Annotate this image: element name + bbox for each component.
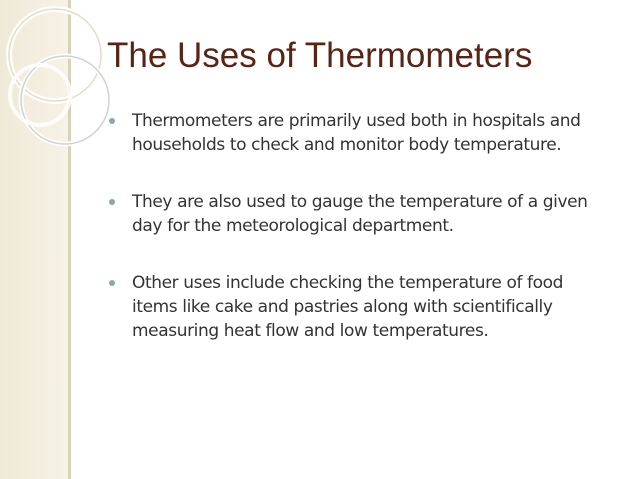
bullet-text: They are also used to gauge the temperature of a given day for the meteorological department. bbox=[132, 192, 588, 236]
bullet-item bbox=[107, 271, 607, 343]
slide-title: The Uses of Thermometers bbox=[107, 36, 533, 75]
bullet-item bbox=[107, 109, 607, 157]
bullet-dot-icon bbox=[109, 118, 115, 124]
bullet-text: Other uses include checking the temperature of food items like cake and pastries along with scientifically measuring heat flow and low temperatures. bbox=[132, 273, 564, 341]
bullet-dot-icon bbox=[109, 280, 115, 286]
bullet-list bbox=[107, 109, 607, 376]
bullet-text: Thermometers are primarily used both in hospitals and households to check and monitor body temperature. bbox=[132, 111, 581, 155]
bullet-dot-icon bbox=[109, 199, 115, 205]
bullet-item bbox=[107, 190, 607, 238]
